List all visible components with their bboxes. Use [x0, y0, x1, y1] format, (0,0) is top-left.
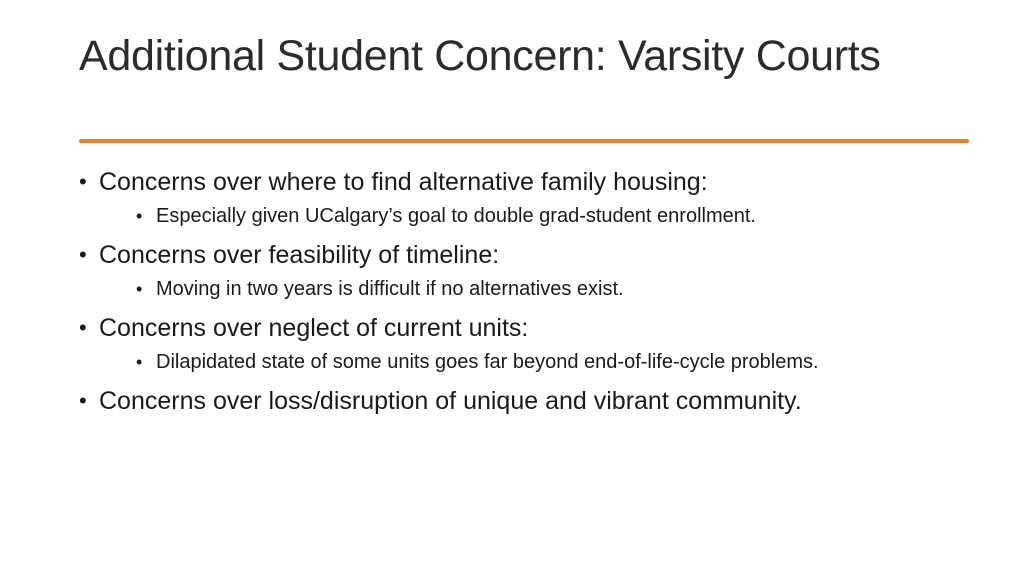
list-item-text: Concerns over neglect of current units: [99, 314, 529, 342]
list-item [79, 237, 969, 304]
slide-title: Additional Student Concern: Varsity Courts [79, 32, 881, 80]
bullet-icon: • [79, 315, 87, 340]
list-item [79, 310, 969, 377]
bullet-icon: • [136, 352, 143, 372]
sub-list [99, 348, 969, 377]
list-item-text: Concerns over loss/disruption of unique and vibrant community. [99, 387, 802, 415]
sub-list-item [99, 202, 969, 231]
sub-list [99, 202, 969, 231]
sub-list-item [99, 348, 969, 377]
list-item-text: Concerns over where to find alternative family housing: [99, 168, 708, 196]
sub-list-item-text: Moving in two years is difficult if no alternatives exist. [156, 278, 624, 300]
bullet-icon: • [79, 169, 87, 194]
bullet-icon: • [79, 242, 87, 267]
title-underline [79, 139, 969, 143]
bullet-list [79, 164, 969, 419]
list-item-text: Concerns over feasibility of timeline: [99, 241, 500, 269]
bullet-icon: • [136, 279, 143, 299]
bullet-icon: • [79, 388, 87, 413]
sub-list [99, 275, 969, 304]
list-item [79, 383, 969, 419]
list-item [79, 164, 969, 231]
bullet-icon: • [136, 206, 143, 226]
sub-list-item-text: Especially given UCalgary’s goal to double grad-student enrollment. [156, 205, 756, 227]
sub-list-item-text: Dilapidated state of some units goes far beyond end-of-life-cycle problems. [156, 351, 819, 373]
sub-list-item [99, 275, 969, 304]
